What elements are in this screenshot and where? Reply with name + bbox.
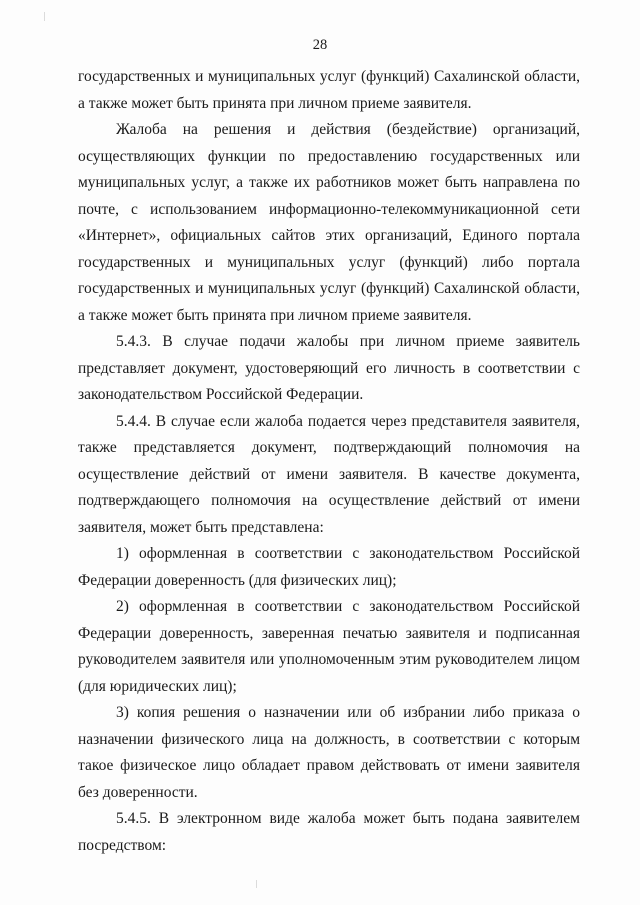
paragraph-5-4-4: 5.4.4. В случае если жалоба подается через представителя заявителя, также представляется документ, подтверждающий полномочия на осуществление действий от имени заявителя. В качестве документа, подтверждающего полномочия на осуществление действий от имени заявителя, может быть представлена: xyxy=(78,412,580,536)
document-body xyxy=(78,64,580,859)
list-item-3: 3) копия решения о назначении или об избрании либо приказа о назначении физического лица на должность, в соответствии с которым такое физическое лицо обладает правом действовать от имени заявителя без доверенности. xyxy=(78,704,580,801)
list-item-2: 2) оформленная в соответствии с законодательством Российской Федерации доверенность, заверенная печатью заявителя и подписанная руководителем заявителя или уполномоченным этим руководителем лицом (для юридических лиц); xyxy=(78,598,580,695)
scan-artifact-mark xyxy=(256,880,257,888)
paragraph-5-4-5: 5.4.5. В электронном виде жалоба может быть подана заявителем посредством: xyxy=(78,810,580,854)
page-number: 28 xyxy=(312,37,328,53)
paragraph-continuation: государственных и муниципальных услуг (функций) Сахалинской области, а также может быть принята при личном приеме заявителя. xyxy=(78,68,580,112)
paragraph-complaint-channels: Жалоба на решения и действия (бездействие) организаций, осуществляющих функции по предоставлению государственных или муниципальных услуг, а также их работников может быть направлена по почте, с использованием информационно-телекоммуникационной сети «Интернет», официальных сайтов этих организаций, Единого портала государственных и муниципальных услуг (функций) либо портала государственных и муниципальных услуг (функций) Сахалинской области, а также может быть принята при личном приеме заявителя. xyxy=(78,121,580,324)
paragraph-5-4-3: 5.4.3. В случае подачи жалобы при личном приеме заявитель представляет документ, удостоверяющий его личность в соответствии с законодательством Российской Федерации. xyxy=(78,333,580,403)
list-item-1: 1) оформленная в соответствии с законодательством Российской Федерации доверенность (для физических лиц); xyxy=(78,545,580,589)
scan-artifact-mark xyxy=(44,12,45,21)
